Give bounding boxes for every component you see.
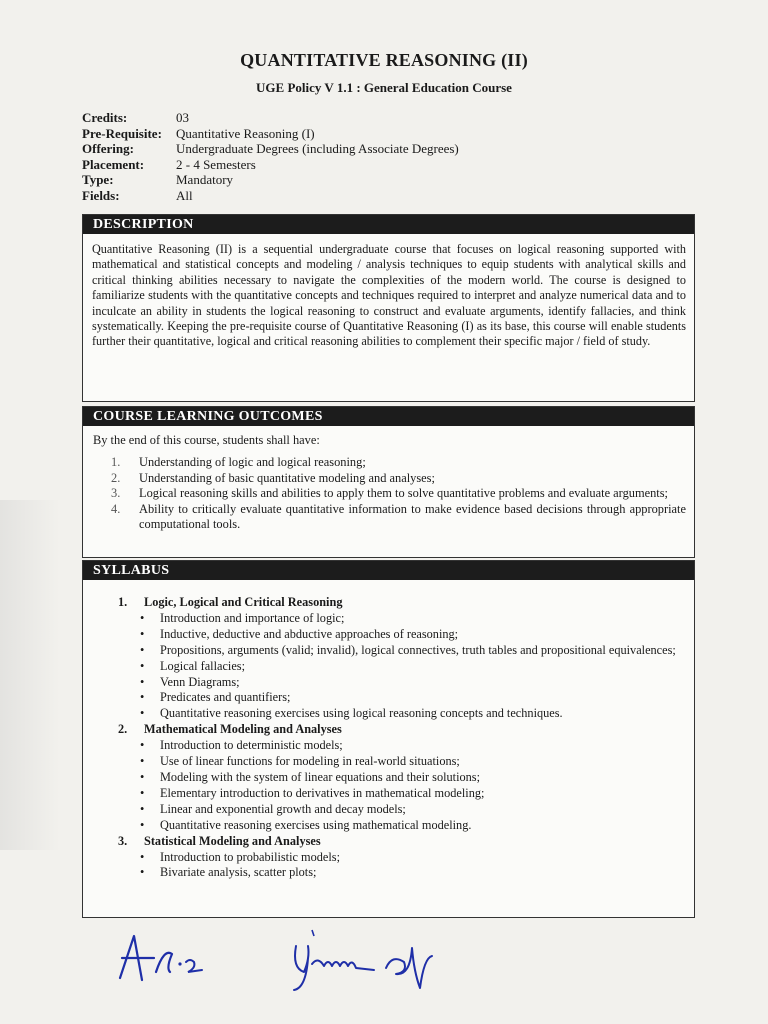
meta-row-placement	[82, 157, 459, 173]
signature-1	[112, 928, 242, 998]
bullet-icon: •	[140, 642, 145, 657]
topic-text: Modeling with the system of linear equations and their solutions;	[160, 769, 481, 784]
topic-list	[118, 738, 686, 833]
list-number: 2.	[111, 470, 121, 485]
topic-text: Inductive, deductive and abductive approaches of reasoning;	[160, 626, 459, 641]
topic-text: Venn Diagrams;	[160, 674, 240, 689]
list-number: 1.	[111, 455, 121, 469]
list-item	[111, 502, 686, 533]
topic-text: Propositions, arguments (valid; invalid), logical connectives, truth tables and propositional equivalences;	[160, 642, 676, 657]
meta-row-prerequisite	[82, 126, 459, 142]
list-text: Understanding of logic and logical reasoning;	[139, 455, 366, 469]
meta-value: 03	[176, 110, 189, 125]
bullet-icon: •	[140, 754, 145, 769]
unit-title	[118, 722, 686, 738]
list-text: Ability to critically evaluate quantitative information to make evidence based decisions through appropriate computational tools.	[139, 501, 686, 531]
syllabus-body	[83, 580, 694, 881]
signature-stroke	[294, 946, 374, 990]
list-item	[140, 706, 686, 722]
list-item	[111, 471, 686, 487]
topic-text: Predicates and quantifiers;	[160, 690, 291, 705]
topic-text: Introduction to probabilistic models;	[160, 849, 340, 864]
signature-stroke	[120, 936, 172, 980]
description-section	[82, 214, 695, 402]
list-item	[140, 643, 686, 659]
meta-value: Mandatory	[176, 172, 234, 188]
meta-label: Fields:	[82, 187, 120, 203]
meta-value: Quantitative Reasoning (I)	[176, 125, 315, 141]
list-item	[140, 754, 686, 770]
signature-2	[282, 928, 452, 998]
meta-label: Offering:	[82, 141, 134, 157]
outcomes-section	[82, 406, 695, 558]
unit-number: 1.	[118, 595, 128, 609]
course-meta	[82, 110, 459, 204]
list-item	[140, 659, 686, 675]
syllabus-heading: SYLLABUS	[83, 561, 694, 580]
list-item	[140, 865, 686, 881]
meta-row-type	[82, 172, 459, 188]
meta-label: Credits:	[82, 110, 128, 125]
bullet-icon: •	[140, 658, 145, 673]
bullet-icon: •	[140, 626, 145, 641]
list-item	[140, 738, 686, 754]
list-item	[140, 802, 686, 818]
unit-title-text: Statistical Modeling and Analyses	[144, 833, 321, 848]
list-item	[140, 850, 686, 866]
signature-stroke	[186, 960, 202, 972]
bullet-icon: •	[140, 690, 145, 705]
list-item	[140, 818, 686, 834]
bullet-icon: •	[140, 785, 145, 800]
topic-text: Introduction and importance of logic;	[160, 610, 345, 625]
list-item	[140, 786, 686, 802]
unit-number: 2.	[118, 722, 128, 737]
outcomes-intro: By the end of this course, students shall have:	[93, 433, 320, 447]
description-text: Quantitative Reasoning (II) is a sequential undergraduate course that focuses on logical reasoning supported with mathematical and statistical concepts and modeling / analysis techniques to equip students with analytical skills and critical thinking abilities necessary to navigate the complexities of the modern world. The course is designed to familiarize students with the quantitative concepts and techniques required to interpret and analyze numerical data and to inculcate an ability in students the logical reasoning to construct and evaluate arguments, identify fallacies, and think systematically. Keeping the pre-requisite course of Quantitative Reasoning (I) as its base, this course will enable students further their quantitative, logical and critical reasoning abilities to complement their specific major / field of study.	[92, 242, 686, 349]
list-text: Logical reasoning skills and abilities to apply them to solve quantitative problems and evaluate arguments;	[139, 486, 669, 500]
bullet-icon: •	[140, 865, 145, 880]
topic-text: Introduction to deterministic models;	[160, 738, 343, 753]
meta-value: Undergraduate Degrees (including Associate Degrees)	[176, 141, 459, 157]
outcomes-list	[83, 455, 694, 533]
meta-label: Type:	[82, 172, 114, 188]
bullet-icon: •	[140, 738, 145, 753]
topic-text: Linear and exponential growth and decay models;	[160, 801, 406, 816]
topic-text: Quantitative reasoning exercises using logical reasoning concepts and techniques.	[160, 706, 563, 721]
description-heading: DESCRIPTION	[83, 215, 694, 234]
outcomes-heading: COURSE LEARNING OUTCOMES	[83, 407, 694, 426]
topic-text: Elementary introduction to derivatives in mathematical modeling;	[160, 785, 485, 800]
list-item	[111, 455, 686, 471]
meta-value: 2 - 4 Semesters	[176, 156, 256, 172]
signature-dot	[178, 962, 181, 965]
bullet-icon: •	[140, 801, 145, 816]
bullet-icon: •	[140, 610, 145, 625]
meta-value: All	[176, 187, 193, 203]
page-title: QUANTITATIVE REASONING (II)	[240, 50, 528, 70]
meta-row-fields	[82, 188, 459, 204]
meta-label: Pre-Requisite:	[82, 125, 162, 141]
bullet-icon: •	[140, 706, 145, 721]
topic-list	[118, 611, 686, 722]
bullet-icon: •	[140, 817, 145, 832]
unit-number: 3.	[118, 833, 128, 848]
page-subtitle: UGE Policy V 1.1 : General Education Course	[256, 80, 512, 95]
scan-shadow	[0, 500, 60, 850]
list-item	[140, 675, 686, 691]
list-text: Understanding of basic quantitative modeling and analyses;	[139, 470, 435, 485]
bullet-icon: •	[140, 674, 145, 689]
list-item	[140, 627, 686, 643]
topic-text: Logical fallacies;	[160, 658, 246, 673]
unit-title-text: Mathematical Modeling and Analyses	[144, 722, 342, 737]
bullet-icon: •	[140, 849, 145, 864]
meta-label: Placement:	[82, 156, 145, 172]
list-item	[140, 770, 686, 786]
unit-title	[118, 834, 686, 850]
unit-title	[118, 595, 686, 611]
meta-row-offering	[82, 141, 459, 157]
list-number: 3.	[111, 486, 121, 500]
list-item	[140, 690, 686, 706]
meta-row-credits	[82, 110, 459, 126]
topic-list	[118, 850, 686, 882]
bullet-icon: •	[140, 769, 145, 784]
topic-text: Bivariate analysis, scatter plots;	[160, 865, 317, 880]
list-number: 4.	[111, 501, 121, 516]
topic-text: Use of linear functions for modeling in real-world situations;	[160, 754, 460, 769]
signature-stroke	[386, 948, 432, 988]
list-item	[140, 611, 686, 627]
list-item	[111, 486, 686, 502]
syllabus-section	[82, 560, 695, 918]
unit-title-text: Logic, Logical and Critical Reasoning	[144, 595, 343, 609]
signature-stroke	[312, 930, 314, 936]
topic-text: Quantitative reasoning exercises using mathematical modeling.	[160, 817, 472, 832]
